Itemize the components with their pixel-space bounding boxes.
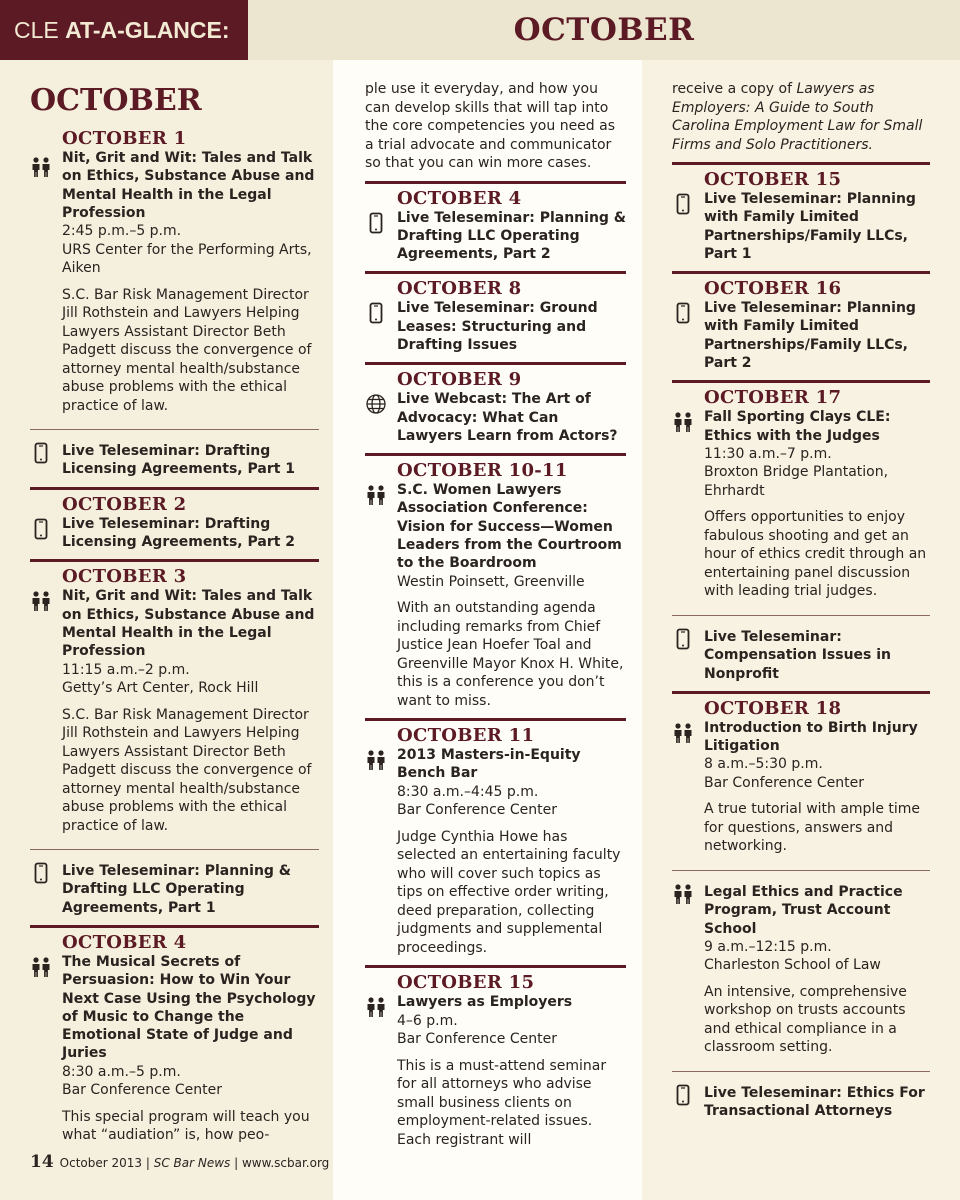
cle-label: CLE [14, 17, 59, 43]
event-description: S.C. Bar Risk Management Director Jill Rothstein and Lawyers Helping Lawyers Assistant Director Beth Padgett discuss the convergence of attorney mental health/substance abuse problems with the ethical practice of law. [62, 286, 312, 414]
event-date: OCTOBER 18 [704, 697, 842, 719]
event-time: 11:30 a.m.–7 p.m. [704, 445, 832, 462]
issue-date: October 2013 | [59, 1156, 154, 1170]
website: | www.scbar.org [230, 1156, 330, 1170]
event-date: OCTOBER 4 [62, 931, 187, 953]
top-banner [0, 0, 960, 60]
event-date: OCTOBER 10-11 [397, 460, 568, 482]
phone-icon [672, 193, 694, 215]
event-oct-9 [365, 362, 626, 445]
event-date: OCTOBER 17 [704, 387, 842, 409]
event-description: An intensive, comprehensive workshop on trusts accounts and ethical compliance in a classroom setting. [704, 983, 907, 1056]
event-oct-15-employers [365, 965, 626, 1149]
event-time: 8 a.m.–5:30 p.m. [704, 756, 823, 773]
people-icon [672, 883, 694, 905]
event-time: 11:15 a.m.–2 p.m. [62, 661, 190, 678]
event-teleseminar-licensing-1 [30, 429, 319, 479]
event-title: 2013 Masters-in-Equity Bench Bar [397, 747, 581, 782]
at-a-glance-label: AT-A-GLANCE: [65, 17, 230, 43]
column-3 [642, 60, 960, 1200]
event-description: This is a must-attend seminar for all attorneys who advise small business clients on employment-related issues. Each registrant will [397, 1057, 607, 1148]
event-location: Broxton Bridge Plantation, Ehrhardt [704, 464, 889, 499]
event-date: OCTOBER 16 [704, 278, 842, 300]
event-title: Live Teleseminar: Drafting Licensing Agreements, Part 2 [62, 515, 296, 551]
column-2 [333, 60, 642, 1200]
event-title: Lawyers as Employers [397, 994, 573, 1011]
phone-icon [365, 212, 387, 234]
globe-icon [365, 393, 387, 415]
people-icon [365, 996, 387, 1018]
event-oct-17 [672, 380, 930, 601]
event-trust-account-school [672, 870, 930, 1057]
event-teleseminar-llc-1 [30, 849, 319, 917]
event-date: OCTOBER 3 [62, 566, 187, 588]
event-oct-8 [365, 271, 626, 354]
phone-icon [30, 862, 52, 884]
people-icon [365, 484, 387, 506]
event-date: OCTOBER 2 [62, 493, 187, 515]
phone-icon [672, 628, 694, 650]
event-description: This special program will teach you what “audiation” is, how peo- [62, 1108, 310, 1144]
event-description: S.C. Bar Risk Management Director Jill Rothstein and Lawyers Helping Lawyers Assistant Director Beth Padgett discuss the convergence of attorney mental health/substance abuse problems with the ethical practice of law. [62, 706, 312, 834]
people-icon [30, 156, 52, 178]
event-date: OCTOBER 15 [397, 972, 535, 994]
event-title: Live Teleseminar: Ethics For Transactional Attorneys [704, 1084, 925, 1120]
event-title: The Musical Secrets of Persuasion: How to Win Your Next Case Using the Psychology of Music to Change the Emotional State of Judge and Juries [62, 953, 316, 1062]
event-time: 2:45 p.m.–5 p.m. [62, 223, 182, 240]
phone-icon [672, 1084, 694, 1106]
event-title: Live Teleseminar: Planning with Family Limited Partnerships/Family LLCs, Part 2 [704, 300, 916, 372]
phone-icon [672, 302, 694, 324]
event-location: URS Center for the Performing Arts, Aiken [62, 241, 312, 277]
event-location: Bar Conference Center [62, 1082, 222, 1099]
event-title: Live Teleseminar: Compensation Issues in Nonprofit [704, 628, 892, 682]
event-date: OCTOBER 11 [397, 725, 535, 747]
publication-name: SC Bar News [153, 1156, 231, 1170]
page-number: 14 [30, 1152, 54, 1172]
page-footer [30, 1152, 329, 1172]
event-oct-11 [365, 718, 626, 957]
people-icon [365, 749, 387, 771]
phone-icon [365, 302, 387, 324]
banner-month-title: OCTOBER [513, 12, 695, 48]
continued-description [672, 80, 930, 154]
event-time: 8:30 a.m.–4:45 p.m. [397, 783, 539, 800]
event-location: Charleston School of Law [704, 957, 881, 974]
event-oct-4-llc [365, 181, 626, 264]
month-heading: OCTOBER [30, 83, 202, 118]
event-description: Offers opportunities to enjoy fabulous shooting and get an hour of ethics credit through an entertaining panel discussion with leading trial judges. [704, 509, 927, 600]
event-date: OCTOBER 9 [397, 369, 522, 391]
event-date: OCTOBER 4 [397, 187, 522, 209]
people-icon [672, 411, 694, 433]
event-title: Live Teleseminar: Drafting Licensing Agreements, Part 1 [62, 443, 296, 478]
phone-icon [30, 442, 52, 464]
event-title: Legal Ethics and Practice Program, Trust Account School [704, 883, 903, 937]
event-description: Judge Cynthia Howe has selected an entertaining faculty who will cover such topics as tips on effective order writing, deed preparation, collecting judgments and supplemental proceedings. [397, 828, 621, 956]
event-location: Bar Conference Center [397, 1031, 557, 1048]
event-teleseminar-ethics [672, 1071, 930, 1121]
column-1 [0, 60, 333, 1200]
event-oct-18 [672, 691, 930, 856]
event-oct-16 [672, 271, 930, 372]
event-title: Live Teleseminar: Planning with Family Limited Partnerships/Family LLCs, Part 1 [704, 191, 916, 262]
event-oct-4-musical [30, 925, 319, 1145]
event-description: With an outstanding agenda including remarks from Chief Justice Jean Hoefer Toal and Greenville Mayor Knox H. White, this is a conference you don’t want to miss. [397, 600, 624, 709]
event-oct-15-flp-1 [672, 162, 930, 263]
event-location: Westin Poinsett, Greenville [397, 573, 585, 590]
event-date: OCTOBER 15 [704, 169, 842, 190]
event-title: Live Teleseminar: Planning & Drafting LLC Operating Agreements, Part 1 [62, 863, 292, 916]
book-title: Lawyers as Employers: A Guide to South Carolina Employment Law for Small Firms and Solo Practitioners. [672, 81, 923, 153]
people-icon [30, 590, 52, 612]
event-title: Live Teleseminar: Planning & Drafting LLC Operating Agreements, Part 2 [397, 209, 627, 263]
event-title: S.C. Women Lawyers Association Conference: Vision for Success—Women Leaders from the Courtroom to the Boardroom [397, 482, 622, 572]
continued-prefix: receive a copy of [672, 81, 797, 97]
event-date: OCTOBER 8 [397, 278, 522, 300]
people-icon [672, 722, 694, 744]
event-title: Nit, Grit and Wit: Tales and Talk on Ethics, Substance Abuse and Mental Health in the Legal Profession [62, 588, 315, 660]
event-teleseminar-nonprofit [672, 615, 930, 683]
event-oct-1 [30, 128, 319, 415]
people-icon [30, 956, 52, 978]
event-oct-3 [30, 559, 319, 835]
event-title: Live Teleseminar: Ground Leases: Structuring and Drafting Issues [397, 300, 598, 353]
event-time: 4–6 p.m. [397, 1012, 458, 1029]
event-location: Bar Conference Center [704, 774, 864, 791]
event-location: Getty’s Art Center, Rock Hill [62, 680, 259, 697]
event-title: Live Webcast: The Art of Advocacy: What Can Lawyers Learn from Actors? [397, 391, 618, 444]
event-time: 9 a.m.–12:15 p.m. [704, 938, 832, 955]
event-oct-10-11 [365, 453, 626, 710]
event-title: Nit, Grit and Wit: Tales and Talk on Ethics, Substance Abuse and Mental Health in the Legal Profession [62, 150, 315, 221]
phone-icon [30, 518, 52, 540]
event-oct-2 [30, 487, 319, 552]
event-time: 8:30 a.m.–5 p.m. [62, 1063, 181, 1080]
section-label [0, 0, 248, 60]
continued-description: ple use it everyday, and how you can develop skills that will tap into the core competencies you need as a trial advocate and communicator so that you can win more cases. [365, 81, 616, 171]
event-title: Fall Sporting Clays CLE: Ethics with the Judges [704, 409, 891, 444]
event-title: Introduction to Birth Injury Litigation [704, 719, 918, 755]
event-date: OCTOBER 1 [62, 128, 187, 149]
event-description: A true tutorial with ample time for questions, answers and networking. [704, 801, 921, 855]
event-location: Bar Conference Center [397, 802, 557, 819]
